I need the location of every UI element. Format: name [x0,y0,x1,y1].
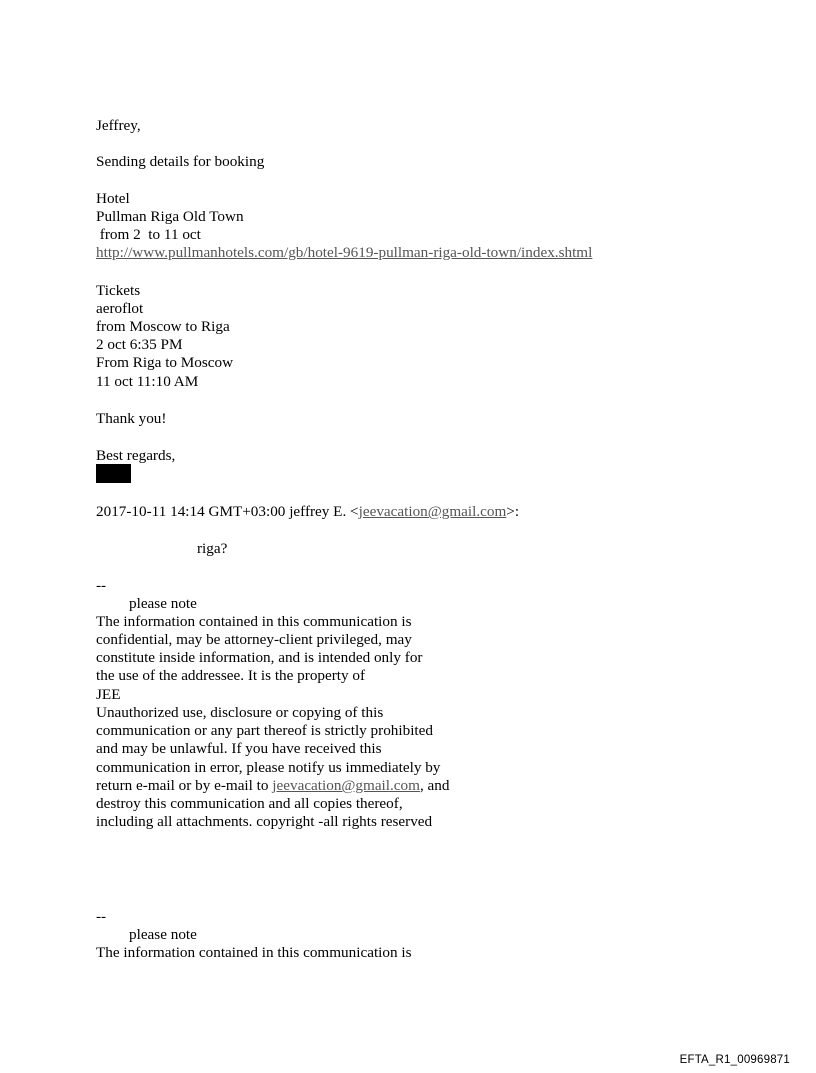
bates-number: EFTA_R1_00969871 [679,1054,790,1066]
disclaimer-line: The information contained in this communication is [96,944,412,961]
airline: aeroflot [96,300,144,317]
disclaimer-line: JEE [96,686,121,703]
disclaimer-line: constitute inside information, and is intended only for [96,649,423,666]
outbound-route: from Moscow to Riga [96,318,230,335]
hotel-name: Pullman Riga Old Town [96,208,244,225]
disclaimer-line: destroy this communication and all copies thereof, [96,795,403,812]
disclaimer-line: communication or any part thereof is strictly prohibited [96,722,433,739]
disclaimer-line: The information contained in this communication is [96,613,412,630]
return-suffix: , and [419,777,450,794]
disclaimer-line: communication in error, please notify us immediately by [96,759,441,776]
signoff: Best regards, [96,447,176,464]
hotel-heading: Hotel [96,190,130,207]
please-note: please note [129,595,197,612]
outbound-time: 2 oct 6:35 PM [96,336,183,353]
hotel-dates: from 2 to 11 oct [96,226,201,243]
hotel-url-line [96,244,592,262]
disclaimer-email-link[interactable]: jeevacation@gmail.com [272,777,420,794]
sender-email-link[interactable]: jeevacation@gmail.com [358,503,507,520]
thanks-line: Thank you! [96,410,167,427]
signature-separator: -- [96,908,107,925]
please-note: please note [129,926,197,943]
disclaimer-line: including all attachments. copyright -all rights reserved [96,813,433,830]
disclaimer-line: confidential, may be attorney-client privileged, may [96,631,412,648]
redaction-box [96,464,131,483]
disclaimer-line: the use of the addressee. It is the property of [96,667,366,684]
return-route: From Riga to Moscow [96,354,234,371]
signature-separator: -- [96,577,107,594]
quoted-header-prefix: 2017-10-11 14:14 GMT+03:00 jeffrey E. < [96,503,359,520]
disclaimer-line: Unauthorized use, disclosure or copying of this [96,704,384,721]
greeting: Jeffrey, [96,117,141,134]
disclaimer-line: and may be unlawful. If you have received this [96,740,382,757]
return-time: 11 oct 11:10 AM [96,373,199,390]
return-prefix: return e-mail or by e-mail to [96,777,273,794]
quoted-header-suffix: >: [506,503,520,520]
hotel-link[interactable]: http://www.pullmanhotels.com/gb/hotel-9619-pullman-riga-old-town/index.shtml [96,244,593,261]
quoted-header [96,503,519,521]
quoted-text: riga? [197,540,228,557]
tickets-heading: Tickets [96,282,141,299]
intro-line: Sending details for booking [96,153,265,170]
disclaimer-return-line [96,777,449,795]
